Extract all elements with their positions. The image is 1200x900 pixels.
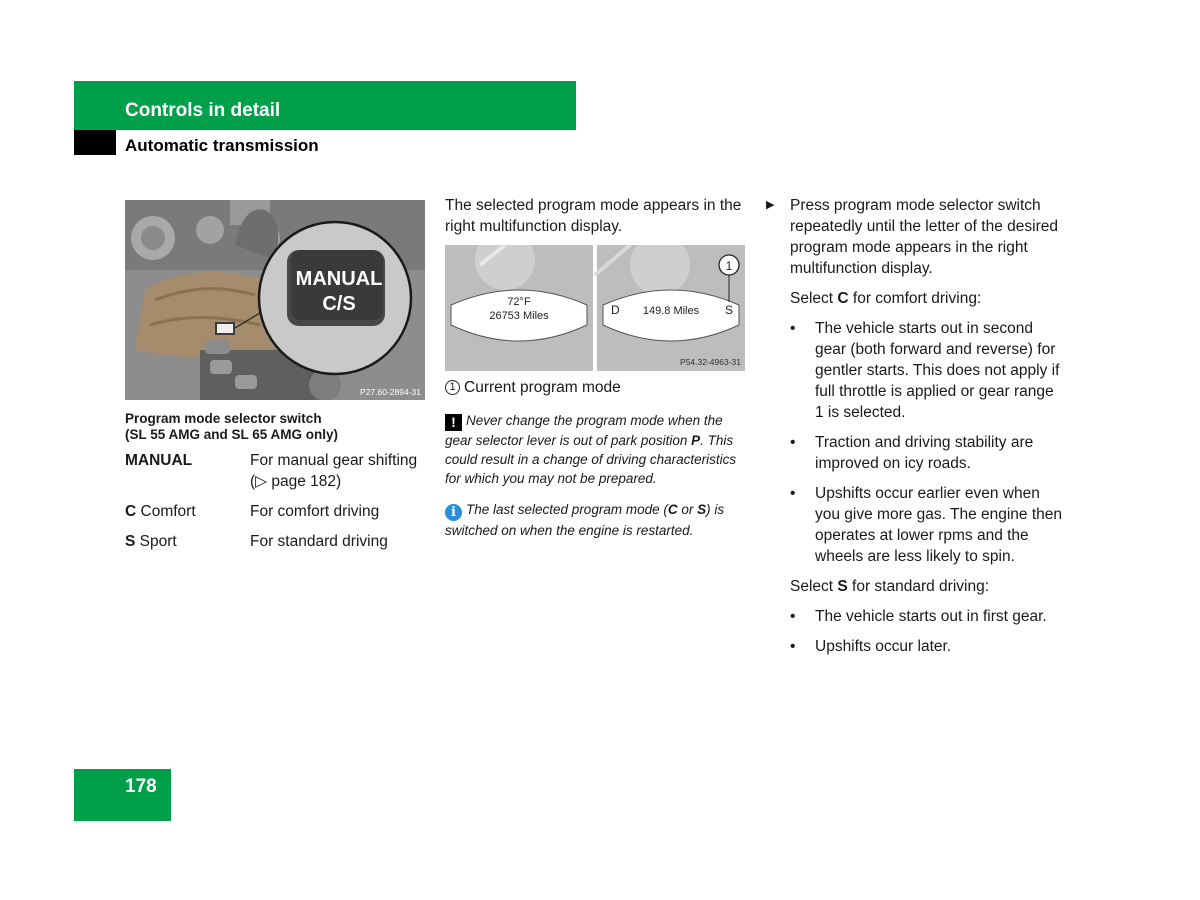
button-label-manual: MANUAL — [295, 268, 383, 290]
console-photo — [125, 200, 425, 400]
warning-icon: ! — [445, 414, 462, 431]
section-tab-marker — [74, 130, 116, 155]
info-note: i The last selected program mode (C or S) is switched on when the engine is restarted. — [445, 502, 725, 538]
multifunction-display-image — [445, 245, 745, 371]
callout-legend — [445, 377, 621, 398]
list-item: • The vehicle starts out in second gear (both forward and reverse) for gentler starts. This does not apply if full throttle is applied or gear range 1 is selected. — [790, 320, 1060, 421]
step-text: Press program mode selector switch repeatedly until the letter of the desired program mode appears in the right multifunction display. — [790, 197, 1058, 277]
page-number: 178 — [125, 776, 157, 797]
display-code: P54.32-4963-31 — [680, 357, 741, 367]
subsection-title: Automatic transmission — [125, 136, 319, 155]
list-item: • Upshifts occur earlier even when you give more gas. The engine then operates at lower rpms and the wheels are less likely to spin. — [790, 485, 1063, 565]
mode-row-manual — [125, 450, 425, 492]
mode-description: For comfort driving — [250, 503, 380, 520]
mode-row-sport: S Sport For standard driving — [125, 531, 425, 552]
mode-key: S — [125, 533, 136, 550]
display-program-mode: S — [724, 303, 734, 317]
photo-code: P27.60-2894-31 — [360, 387, 421, 397]
mode-description: For standard driving — [250, 533, 388, 550]
list-item: • Traction and driving stability are improved on icy roads. — [790, 434, 1034, 472]
photo-caption — [125, 411, 425, 443]
sport-heading: Select S for standard driving: — [790, 578, 990, 595]
step-arrow-icon: ▶ — [766, 199, 775, 211]
display-gear: D — [611, 303, 620, 317]
mode-row-comfort: C Comfort For comfort driving — [125, 501, 425, 522]
button-label-cs: C/S — [322, 293, 356, 315]
info-icon: i — [445, 504, 462, 521]
caption-line-2: (SL 55 AMG and SL 65 AMG only) — [125, 427, 339, 442]
list-item: • Upshifts occur later. — [790, 638, 952, 655]
caption-line-1: Program mode selector switch — [125, 411, 322, 426]
mode-key: C — [125, 503, 137, 520]
comfort-bullet-list — [766, 318, 1066, 567]
list-item: • The vehicle starts out in first gear. — [790, 608, 1047, 625]
section-title: Controls in detail — [125, 100, 281, 121]
callout-legend-text: Current program mode — [464, 379, 621, 396]
sport-bullet-list — [766, 606, 1066, 657]
instruction-step — [766, 195, 1066, 279]
callout-number: 1 — [725, 259, 733, 273]
mode-key: MANUAL — [125, 452, 193, 469]
page-reference: (▷ page 182) — [250, 473, 342, 490]
display-odometer: 26753 Miles — [489, 310, 549, 322]
callout-number-icon: 1 — [445, 380, 460, 395]
comfort-heading: Select C for comfort driving: — [790, 290, 982, 307]
display-intro: The selected program mode appears in the right multifunction display. — [445, 197, 742, 235]
warning-note: ! Never change the program mode when the gear selector lever is out of park position P. This could result in a change of driving characteristics for which you may not be prepared. — [445, 413, 737, 486]
mode-table — [125, 450, 425, 561]
display-temperature: 72°F — [507, 296, 531, 308]
instructions — [766, 195, 1066, 666]
display-trip: 149.8 Miles — [642, 305, 700, 317]
mode-description: For manual gear shifting — [250, 452, 418, 469]
